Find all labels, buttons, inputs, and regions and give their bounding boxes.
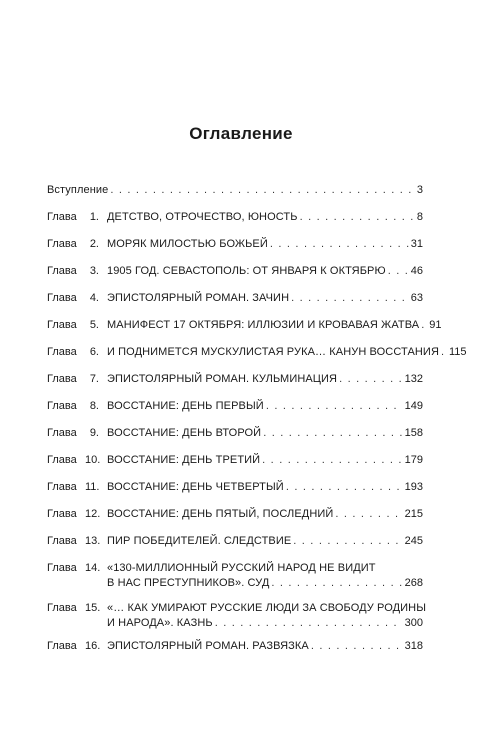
chapter-word: Глава bbox=[47, 265, 77, 277]
entry-body bbox=[107, 372, 423, 387]
entry-body bbox=[107, 399, 423, 414]
chapter-word: Глава bbox=[47, 508, 77, 520]
page-number: 158 bbox=[404, 427, 423, 439]
chapter-word: Глава bbox=[47, 400, 77, 412]
toc-entry[interactable] bbox=[47, 291, 423, 306]
dot-leader bbox=[293, 534, 402, 549]
page-number: 3 bbox=[416, 184, 423, 196]
entry-body bbox=[107, 480, 423, 495]
entry-title: ЭПИСТОЛЯРНЫЙ РОМАН. РАЗВЯЗКА bbox=[107, 640, 309, 652]
dot-leader bbox=[291, 291, 409, 306]
chapter-number: 14. bbox=[85, 562, 101, 574]
entry-title: «… КАК УМИРАЮТ РУССКИЕ ЛЮДИ ЗА СВОБОДУ РОДИНЫ bbox=[107, 602, 427, 614]
page-number: 63 bbox=[410, 292, 423, 304]
dot-leader bbox=[388, 264, 409, 279]
chapter-word: Глава bbox=[47, 562, 77, 574]
page-number: 8 bbox=[416, 211, 423, 223]
chapter-number: 5. bbox=[89, 319, 99, 331]
chapter-word: Глава bbox=[47, 427, 77, 439]
toc-entry[interactable] bbox=[47, 426, 423, 441]
chapter-number: 3. bbox=[89, 265, 99, 277]
entry-line bbox=[107, 480, 423, 495]
entry-body bbox=[107, 453, 423, 468]
entry-line bbox=[107, 616, 423, 631]
chapter-word: Глава bbox=[47, 238, 77, 250]
entry-line bbox=[107, 345, 467, 360]
chapter-word: Глава bbox=[47, 454, 77, 466]
entry-line bbox=[107, 576, 423, 591]
toc-entry[interactable] bbox=[47, 399, 423, 414]
dot-leader bbox=[335, 507, 402, 522]
page-number: 245 bbox=[404, 535, 423, 547]
chapter-word: Глава bbox=[47, 346, 77, 358]
page-number: 179 bbox=[404, 454, 423, 466]
entry-body bbox=[107, 345, 467, 360]
entry-title: ВОССТАНИЕ: ДЕНЬ ЧЕТВЕРТЫЙ bbox=[107, 481, 284, 493]
dot-leader bbox=[441, 345, 447, 360]
chapter-word: Глава bbox=[47, 211, 77, 223]
entry-body bbox=[47, 183, 423, 198]
entry-title: МАНИФЕСТ 17 ОКТЯБРЯ: ИЛЛЮЗИИ И КРОВАВАЯ ЖАТВА bbox=[107, 319, 420, 331]
toc-entry[interactable] bbox=[47, 480, 423, 495]
entry-body bbox=[107, 237, 423, 252]
page-number: 115 bbox=[448, 346, 467, 358]
chapter-number: 6. bbox=[89, 346, 99, 358]
dot-leader bbox=[215, 616, 403, 631]
page-number: 31 bbox=[410, 238, 423, 250]
entry-title: Вступление bbox=[47, 184, 109, 196]
entry-title: ВОССТАНИЕ: ДЕНЬ ПЯТЫЙ, ПОСЛЕДНИЙ bbox=[107, 508, 334, 520]
entry-title: «130-МИЛЛИОННЫЙ РУССКИЙ НАРОД НЕ ВИДИТ bbox=[107, 562, 376, 574]
dot-leader bbox=[270, 237, 409, 252]
entry-line bbox=[107, 561, 423, 576]
chapter-number: 1. bbox=[89, 211, 99, 223]
chapter-number: 11. bbox=[85, 481, 100, 493]
entry-title: МОРЯК МИЛОСТЬЮ БОЖЬЕЙ bbox=[107, 238, 268, 250]
entry-line bbox=[107, 318, 442, 333]
entry-body bbox=[107, 318, 442, 333]
chapter-number: 7. bbox=[89, 373, 99, 385]
dot-leader bbox=[263, 426, 402, 441]
chapter-word: Глава bbox=[47, 602, 77, 614]
entry-line bbox=[107, 372, 423, 387]
page-number: 132 bbox=[404, 373, 423, 385]
toc-entry[interactable] bbox=[47, 453, 423, 468]
entry-line bbox=[107, 264, 423, 279]
dot-leader bbox=[110, 183, 415, 198]
entry-title: ВОССТАНИЕ: ДЕНЬ ПЕРВЫЙ bbox=[107, 400, 264, 412]
entry-body bbox=[107, 291, 423, 306]
chapter-word: Глава bbox=[47, 481, 77, 493]
dot-leader bbox=[262, 453, 402, 468]
entry-line bbox=[107, 639, 423, 654]
entry-line bbox=[107, 399, 423, 414]
chapter-number: 9. bbox=[89, 427, 99, 439]
dot-leader bbox=[271, 576, 402, 591]
entry-title: И НАРОДА». КАЗНЬ bbox=[107, 617, 213, 629]
entry-line bbox=[107, 601, 427, 616]
toc-entry[interactable] bbox=[47, 507, 423, 522]
toc-entry[interactable] bbox=[47, 561, 423, 591]
dot-leader bbox=[286, 480, 403, 495]
chapter-word: Глава bbox=[47, 373, 77, 385]
page-number: 91 bbox=[429, 319, 442, 331]
toc-entry[interactable] bbox=[47, 264, 423, 279]
chapter-word: Глава bbox=[47, 640, 77, 652]
toc-entry[interactable] bbox=[47, 534, 423, 549]
entry-title: ВОССТАНИЕ: ДЕНЬ ВТОРОЙ bbox=[107, 427, 262, 439]
toc-entry[interactable] bbox=[47, 183, 423, 198]
dot-leader bbox=[300, 210, 415, 225]
page-number: 46 bbox=[410, 265, 423, 277]
page-number: 149 bbox=[404, 400, 423, 412]
entry-line bbox=[107, 291, 423, 306]
toc-entry[interactable] bbox=[47, 372, 423, 387]
chapter-number: 16. bbox=[85, 640, 101, 652]
toc-entry[interactable] bbox=[47, 318, 442, 333]
entry-title: ВОССТАНИЕ: ДЕНЬ ТРЕТИЙ bbox=[107, 454, 261, 466]
chapter-number: 13. bbox=[85, 535, 101, 547]
page-number: 193 bbox=[404, 481, 423, 493]
entry-body bbox=[107, 601, 427, 631]
toc-entry[interactable] bbox=[47, 210, 423, 225]
entry-body bbox=[107, 534, 423, 549]
entry-body bbox=[107, 561, 423, 591]
entry-line bbox=[107, 507, 423, 522]
entry-body bbox=[107, 507, 423, 522]
chapter-number: 8. bbox=[89, 400, 99, 412]
entry-body bbox=[107, 639, 423, 654]
dot-leader bbox=[266, 399, 403, 414]
page-number: 268 bbox=[404, 577, 423, 589]
entry-line bbox=[107, 426, 423, 441]
entry-line bbox=[107, 210, 423, 225]
entry-title: ЭПИСТОЛЯРНЫЙ РОМАН. КУЛЬМИНАЦИЯ bbox=[107, 373, 338, 385]
entry-body bbox=[107, 426, 423, 441]
page-number: 318 bbox=[404, 640, 423, 652]
toc-entry[interactable] bbox=[47, 601, 427, 631]
dot-leader bbox=[421, 318, 427, 333]
dot-leader bbox=[311, 639, 403, 654]
chapter-word: Глава bbox=[47, 319, 77, 331]
entry-title: ЭПИСТОЛЯРНЫЙ РОМАН. ЗАЧИН bbox=[107, 292, 290, 304]
entry-title: В НАС ПРЕСТУПНИКОВ». СУД bbox=[107, 577, 270, 589]
toc-entry[interactable] bbox=[47, 639, 423, 654]
chapter-number: 4. bbox=[89, 292, 99, 304]
entry-line bbox=[107, 534, 423, 549]
chapter-number: 10. bbox=[85, 454, 101, 466]
entry-line bbox=[47, 183, 423, 198]
page-title: Оглавление bbox=[189, 124, 293, 143]
chapter-number: 12. bbox=[85, 508, 101, 520]
entry-line bbox=[107, 237, 423, 252]
page-number: 215 bbox=[404, 508, 423, 520]
entry-body bbox=[107, 210, 423, 225]
toc-entry[interactable] bbox=[47, 237, 423, 252]
chapter-word: Глава bbox=[47, 292, 77, 304]
entry-title: ПИР ПОБЕДИТЕЛЕЙ. СЛЕДСТВИЕ bbox=[107, 535, 292, 547]
chapter-word: Глава bbox=[47, 535, 77, 547]
entry-title: И ПОДНИМЕТСЯ МУСКУЛИСТАЯ РУКА… КАНУН ВОССТАНИЯ bbox=[107, 346, 439, 358]
dot-leader bbox=[339, 372, 403, 387]
chapter-number: 15. bbox=[85, 602, 101, 614]
entry-title: 1905 ГОД. СЕВАСТОПОЛЬ: ОТ ЯНВАРЯ К ОКТЯБРЮ bbox=[107, 265, 386, 277]
toc-entry[interactable] bbox=[47, 345, 467, 360]
entry-line bbox=[107, 453, 423, 468]
entry-body bbox=[107, 264, 423, 279]
page-number: 300 bbox=[404, 617, 423, 629]
entry-title: ДЕТСТВО, ОТРОЧЕСТВО, ЮНОСТЬ bbox=[107, 211, 298, 223]
chapter-number: 2. bbox=[89, 238, 99, 250]
